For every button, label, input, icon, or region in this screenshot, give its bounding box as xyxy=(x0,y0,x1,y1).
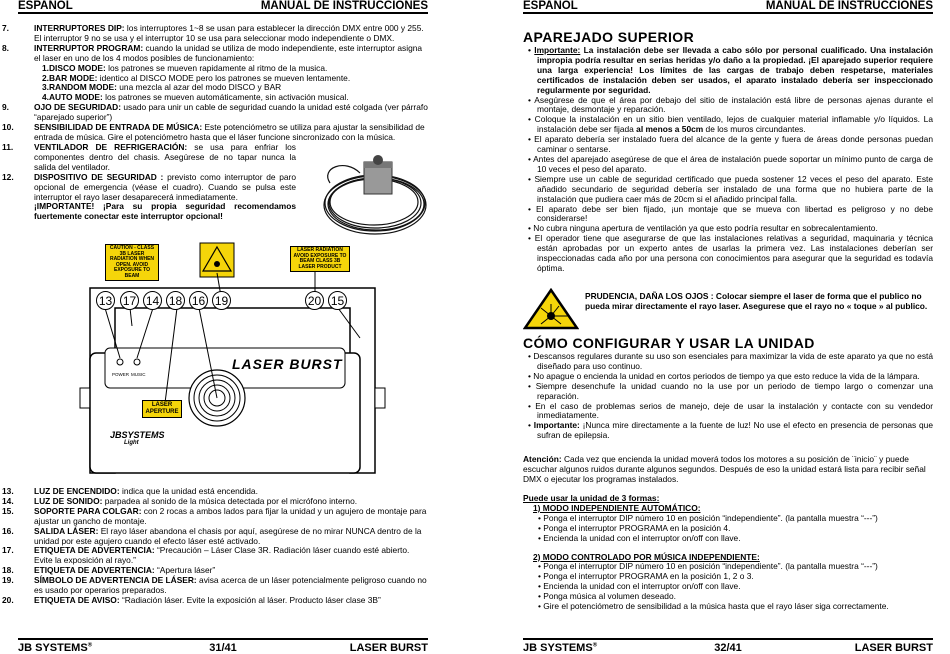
left-items-narrow xyxy=(2,142,296,222)
callout-20: 20 xyxy=(305,291,324,310)
mode-2: 2.BAR MODE: identico al DISCO MODE pero los patrones se mueven lentamente. xyxy=(42,72,351,83)
section-title-setup: CÓMO CONFIGURAR Y USAR LA UNIDAD xyxy=(523,335,815,351)
mode2-title: 2) MODO CONTROLADO POR MÚSICA INDEPENDIENTE: xyxy=(533,551,760,562)
item-19: 19. SÍMBOLO DE ADVERTENCIA DE LÁSER: avisa acerca de un láser potencialmente peligroso cuando no es usado por operarios preparados. xyxy=(2,575,427,596)
mode-4: 4.AUTO MODE: los patrones se mueven automáticamente, sin activación musical. xyxy=(42,92,349,103)
left-items-bottom xyxy=(2,486,428,606)
item-12: 12. DISPOSITIVO DE SEGURIDAD : previsto como interruptor de paro opcional de emergencia (véase el cuadro). Cuando se pulsa este interruptor el rayo laser desaparecerá inmediatamente. xyxy=(2,171,296,202)
rigging-list xyxy=(523,46,933,274)
footer-product: LASER BURST xyxy=(854,642,933,654)
radiation-label: LASER RADIATION AVOID EXPOSURE TO BEAM CLASS 3B LASER PRODUCT xyxy=(290,246,350,272)
jbsystems-logo: JBSYSTEMS Light xyxy=(110,430,165,446)
setup-list xyxy=(523,352,933,441)
mode2-step: • Ponga música al volumen deseado. xyxy=(538,591,676,602)
mode2-step: • Ponga el interruptor PROGRAMA en la posición 1, 2 o 3. xyxy=(538,571,754,582)
mode-3: 3.RANDOM MODE: una mezcla al azar del modo DISCO y BAR xyxy=(42,82,282,93)
item-16: 16. SALIDA LÁSER: El rayo láser abandona el chasis por aquí, asegúrese de no mirar NUNCA dentro de la unidad por este agujero cuando el efecto láser esté activado. xyxy=(2,525,422,546)
setup-bullet: • Siempre desenchufe la unidad cuando no la use por un periodo de tiempo largo o comenzar una reparación. xyxy=(528,380,933,401)
rigging-bullet: • Asegúrese de que el área por debajo del sitio de instalación está libre de personas ajenas durante el montaje, desmontaje y reparación. xyxy=(528,94,934,115)
safety-switch-image xyxy=(300,148,430,248)
important-note: ¡IMPORTANTE! ¡Para su propia seguridad recomendamos fuertemente conectar este interruptor opcional! xyxy=(34,201,296,222)
rigging-bullet: • El aparato debe ser bien fijado, ¡un montaje que se mueva con libertad es peligroso y no debe considerarse! xyxy=(528,203,933,224)
mode2-step: • Gire el potenciómetro de sensibilidad a la música hasta que el rayo láser siga correctamente. xyxy=(538,601,889,612)
right-header-manual: MANUAL DE INSTRUCCIONES xyxy=(765,0,933,12)
mode2-step: • Ponga el interruptor DIP número 10 en posición “independiente”. (la pantalla muestra “---”) xyxy=(538,561,878,572)
setup-bullet: • No apague o encienda la unidad en cortos periodos de tiempo ya que esto reduce la vida de la lámpara. xyxy=(528,370,920,381)
aperture-label: LASER APERTURE xyxy=(142,400,182,418)
rigging-bullet: • El aparato debería ser instalado fuera del alcance de la gente y fuera de áreas donde personas puedan caminar o sentarse. xyxy=(528,134,933,155)
left-header xyxy=(18,0,428,14)
mode1-step: • Ponga el interruptor PROGRAMA en la posición 4. xyxy=(538,522,731,533)
mode1-step: • Encienda la unidad con el interruptor on/off con llave. xyxy=(538,532,741,543)
callout-19: 19 xyxy=(212,291,231,310)
callout-17: 17 xyxy=(120,291,139,310)
right-footer xyxy=(523,638,933,654)
item-17: 17. ETIQUETA DE ADVERTENCIA: “Precaución – Láser Clase 3R. Radiación láser cuando esté abierto. Evite la exposición al rayo.” xyxy=(2,545,410,566)
setup-bullet: • En el caso de problemas serios de manejo, deje de usar la instalación y contacte con su vendedor inmediatamente. xyxy=(528,400,933,421)
rigging-bullet: • No cubra ninguna apertura de ventilación ya que esto podría resultar en sobrecalentamiento. xyxy=(528,223,878,234)
callout-18: 18 xyxy=(166,291,185,310)
item-11: 11. VENTILADOR DE REFRIGERACIÓN: se usa para enfriar los componentes dentro del chasis. Asegúrese de no tapar nunca la salida del ventilador. xyxy=(2,142,296,172)
section-title-rigging: APAREJADO SUPERIOR xyxy=(523,29,695,45)
usage-title: Puede usar la unidad de 3 formas: xyxy=(523,493,660,503)
rigging-bullet: • Coloque la instalación en un sitio bien ventilado, lejos de cualquier material inflamable y/o líquidos. La instalación debe ser fijada al menos a 50cm de los muros circundantes. xyxy=(528,114,933,135)
left-header-manual: MANUAL DE INSTRUCCIONES xyxy=(260,0,428,12)
right-header-lang: ESPAÑOL xyxy=(523,0,578,12)
item-7: 7. INTERRUPTORES DIP: los interruptores 1~8 se usan para establecer la dirección DMX entre 000 y 255. El interruptor 9 no se usa y el interruptor 10 se usa para seleccionar modo independiente o DMX. xyxy=(2,23,424,43)
callout-13: 13 xyxy=(96,291,115,310)
mode1-title: 1) MODO INDEPENDIENTE AUTOMÁTICO: xyxy=(533,502,701,513)
brand-text: LASER BURST xyxy=(232,356,343,372)
item-8: 8. INTERRUPTOR PROGRAM: cuando la unidad se utiliza de modo independiente, este interruptor asigna el laser en uno de los 4 modos posibles de funcionamiento: xyxy=(2,42,423,63)
setup-bullet: • Importante: ¡Nunca mire directamente a la fuente de luz! No use el efecto en presencia de personas que sufran de epilepsia. xyxy=(528,420,933,441)
rigging-bullet: • Importante: La instalación debe ser llevada a cabo sólo por personal cualificado. Una instalación impropia podría resultar en serias heridas y/o daño a la propiedad. ¡El aparejado superior requiere una larga experiencia! Los límites de las cargas de trabajo deben respetarse, materiales certificados de instalación deben ser usados, el aparato instalado debería ser inspeccionado regularmente por seguridad. xyxy=(528,45,933,95)
rigging-bullet: • El operador tiene que asegurarse de que las instalaciones relativas a seguridad, maquinaria y técnica están aprobadas por un experto antes de usarlas la primera vez. Las instalaciones deberían ser inspeccionadas cada año por una persona con conocimientos para asegurar que la seguridad es todavía óptima. xyxy=(528,233,934,273)
eye-warning: PRUDENCIA, DAÑA LOS OJOS : Colocar siempre el laser de forma que el publico no pueda mirar directamente el rayo laser. Asegurese que el rayo no « toque » al publico. xyxy=(585,291,928,311)
usage-modes xyxy=(523,494,933,612)
callout-16: 16 xyxy=(189,291,208,310)
page-number: 32/41 xyxy=(714,642,742,654)
left-items-top xyxy=(2,23,428,143)
caution-label: CAUTION - CLASS 3B LASER RADIATION WHEN OPEN. AVOID EXPOSURE TO BEAM xyxy=(105,244,159,281)
item-18: 18. ETIQUETA DE ADVERTENCIA: “Apertura láser” xyxy=(2,565,216,576)
footer-brand: JB SYSTEMS® xyxy=(18,642,93,654)
power-label: POWER xyxy=(112,372,130,377)
item-10: 10. SENSIBILIDAD DE ENTRADA DE MÚSICA: Este potenciómetro se utiliza para ajustar la sensibilidad de entrada de música. Gire el potenciómetro hasta que el láser funcione sincronizado con la música. xyxy=(2,122,425,142)
footer-product: LASER BURST xyxy=(349,642,428,654)
callout-15: 15 xyxy=(328,291,347,310)
right-header xyxy=(523,0,933,14)
item-20: 20. ETIQUETA DE AVISO: “Radiación láser. Evite la exposición al láser. Producto láser clase 3B” xyxy=(2,594,381,605)
page-number: 31/41 xyxy=(209,642,237,654)
item-14: 14. LUZ DE SONIDO: parpadea al sonido de la música detectada por el micrófono interno. xyxy=(2,495,358,506)
setup-bullet: • Descansos regulares durante su uso son esenciales para maximizar la vida de este aparato ya que no está diseñado para uso continuo. xyxy=(528,351,933,371)
laser-warning-icon xyxy=(523,288,579,330)
music-label: MUSIC xyxy=(131,372,146,377)
left-header-lang: ESPAÑOL xyxy=(18,0,73,12)
left-footer xyxy=(18,638,428,654)
callout-14: 14 xyxy=(143,291,162,310)
attention-paragraph: Atención: Cada vez que encienda la unidad moverá todos los motores a su posición de ¨inicio¨ y puede escuchar algunos ruidos durante algunos segundos. Después de eso la unidad estará lista para recibir señal DMX o ejecutar los programas instalados. xyxy=(523,454,926,484)
item-13: 13. LUZ DE ENCENDIDO: indica que la unidad está encendida. xyxy=(2,486,258,496)
item-9: 9. OJO DE SEGURIDAD: usado para unir un cable de seguridad cuando la unidad esté colgada (ver párrafo “aparejado superior”) xyxy=(2,102,428,123)
mode-1: 1.DISCO MODE: los patrones se mueven rapidamente al ritmo de la musica. xyxy=(42,62,328,73)
rigging-bullet: • Siempre use un cable de seguridad certificado que pueda sostener 12 veces el peso del aparato. Este añadido secundario de seguridad debería ser instalado de una forma que no hubiera parte de la instalación que pudiera caer más de 20cm si el añadido principal falla. xyxy=(528,173,933,204)
rigging-bullet: • Antes del aparejado asegúrese de que el área de instalación puede soportar un mínimo punto de carga de 10 veces el peso del aparato. xyxy=(528,153,934,174)
mode2-step: • Encienda la unidad con el interruptor on/off con llave. xyxy=(538,581,741,592)
footer-brand: JB SYSTEMS® xyxy=(523,642,598,654)
item-15: 15. SOPORTE PARA COLGAR: con 2 rocas a ambos lados para fijar la unidad y un agujero de montaje para ajustar un gancho de montaje. xyxy=(2,505,427,526)
mode1-step: • Ponga el interruptor DIP número 10 en posición “independiente”. (la pantalla muestra “---”) xyxy=(538,512,878,523)
